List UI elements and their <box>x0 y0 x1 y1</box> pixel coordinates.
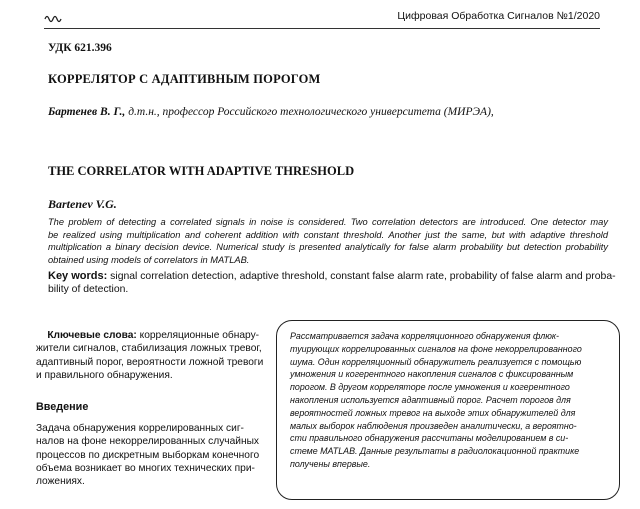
abstract-ru-line: накопления используется адаптивный порог. Расчет порогов для <box>290 394 571 405</box>
abstract-ru-line: туирующих коррелированных сигналов на фоне некоррелированного <box>290 343 582 354</box>
abstract-ru-line: сти правильного обнаружения рассчитаны моделированием в си- <box>290 433 569 444</box>
keywords-ru-line: адаптивный порог, вероятности ложной тревоги <box>36 356 264 368</box>
author-ru <box>48 106 494 118</box>
intro-line: налов на фоне некоррелированных случайных <box>36 436 260 448</box>
abstract-ru-line: малых выборок наблюдения произведен аналитически, а вероятно- <box>290 420 577 431</box>
udk-code: УДК 621.396 <box>48 42 112 54</box>
abstract-en-line: multiplication a binary decision device. Numerical study is presented analytically for false alarm probability but detection probability <box>48 242 608 253</box>
abstract-ru-line: стеме MATLAB. Данные результаты в радиолокационной практике <box>290 446 580 457</box>
keywords-en-text: signal correlation detection, adaptive threshold, constant false alarm rate, probability of false alarm and proba- <box>107 271 616 282</box>
keywords-en <box>48 270 616 296</box>
intro-line: процессов по дискретным выборкам конечного <box>36 449 260 461</box>
abstract-ru-line: получены впервые. <box>290 458 371 469</box>
intro-paragraph <box>36 422 272 488</box>
keywords-ru-line: жители сигналов, стабилизация ложных тревог, <box>36 343 262 355</box>
section-heading-intro: Введение <box>36 401 89 413</box>
abstract-en-line: obtained using models of correlators in MATLAB. <box>48 254 250 265</box>
keywords-en-line <box>48 270 616 283</box>
keywords-ru-line <box>36 329 272 342</box>
abstract-en-line: The problem of detecting a correlated signals in noise is considered. Two correlation detectors are introduced. One detector may <box>48 217 608 227</box>
abstract-en <box>48 216 608 266</box>
title-en: THE CORRELATOR WITH ADAPTIVE THRESHOLD <box>48 164 355 178</box>
author-en: Bartenev V.G. <box>48 197 117 211</box>
abstract-ru <box>290 330 612 471</box>
keywords-ru-text: корреляционные обнару- <box>136 330 260 341</box>
author-ru-affiliation: д.т.н., профессор Российского технологического университета (МИРЭА), <box>125 106 494 118</box>
abstract-en-line: be realized using multiplication and coherent addition with constant threshold. Another just the same, but with adaptive threshold <box>48 229 608 240</box>
keywords-en-label: Key words: <box>48 270 108 282</box>
journal-logo-icon <box>44 13 62 25</box>
intro-line: Задача обнаружения коррелированных сиг- <box>36 423 244 434</box>
keywords-ru-line: и правильного обнаружения. <box>36 369 173 381</box>
keywords-ru-label: Ключевые слова: <box>47 330 137 341</box>
author-ru-name: Бартенев В. Г., <box>48 106 126 118</box>
intro-line: ложениях. <box>36 476 85 488</box>
intro-line: объема возникает во многих технических при- <box>36 462 255 474</box>
abstract-ru-line: умножения и когерентного накопления сигналов с фиксированным <box>290 369 574 380</box>
abstract-ru-line: порогом. В другом корреляторе после умножения и когерентного <box>290 382 570 393</box>
title-ru: КОРРЕЛЯТОР С АДАПТИВНЫМ ПОРОГОМ <box>48 72 321 86</box>
abstract-ru-line: Рассматривается задача корреляционного обнаружения флюк- <box>290 331 560 341</box>
abstract-ru-line: вероятностей ложных тревог на выходе этих обнаружителей для <box>290 407 576 418</box>
keywords-ru <box>36 329 272 382</box>
journal-title: Цифровая Обработка Сигналов №1/2020 <box>397 10 600 22</box>
keywords-en-line: bility of detection. <box>48 284 129 295</box>
abstract-ru-line: шума. Один корреляционный обнаружитель реализуется с помощью <box>290 356 582 367</box>
